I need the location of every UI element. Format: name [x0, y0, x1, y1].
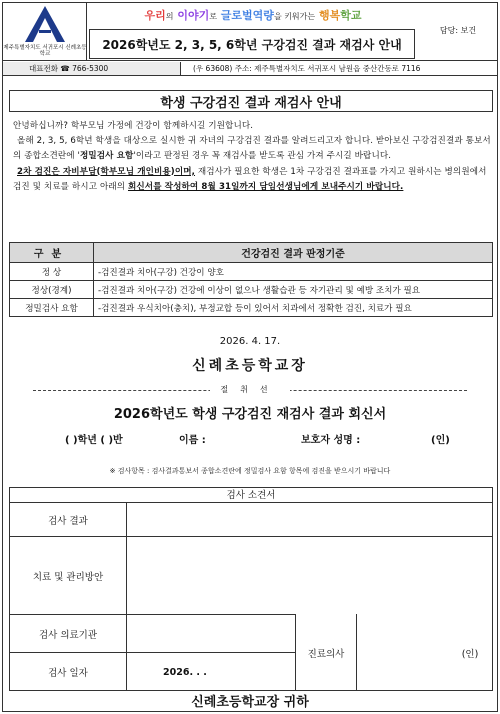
institution-field[interactable] — [127, 616, 294, 651]
criteria-cell: -검진결과 치아(구강) 건강이 양호 — [94, 263, 493, 281]
table-row — [10, 299, 493, 317]
exam-result-field[interactable] — [127, 504, 491, 535]
slogan-part: 행복 — [318, 9, 341, 22]
reply-title: 2026학년도 학생 구강검진 재검사 결과 회신서 — [113, 407, 387, 422]
notice-emphasis: 정밀검사 요함 — [79, 151, 134, 162]
notice-deadline: 회신서를 작성하여 8월 31일까지 담임선생님에게 보내주시기 바랍니다. — [127, 181, 404, 192]
guardian-name-field[interactable]: 보호자 성명 : — [301, 435, 361, 446]
contact-bar — [3, 62, 497, 76]
institution-label: 검사 의료기관 — [38, 629, 98, 641]
table-row — [10, 263, 493, 281]
exam-opinion-table — [9, 487, 493, 691]
category-cell: 정 상 — [10, 263, 94, 281]
doctor-seal: (인) — [461, 649, 479, 660]
exam-date-field[interactable]: 2026. . . — [163, 666, 207, 678]
exam-result-label: 검사 결과 — [48, 515, 88, 527]
reply-note: ※ 검사항목 : 검사결과통보서 종합소견란에 정밀검사 요함 항목에 검진을 받으시기 바랍니다 — [109, 467, 391, 475]
slogan-part: 로 — [209, 12, 217, 21]
slogan-part: 학교 — [340, 9, 362, 22]
school-slogan — [93, 7, 413, 23]
slogan-part: 을 키워가는 — [273, 12, 316, 21]
column-header-criteria: 건강검진 결과 판정기준 — [94, 243, 493, 263]
grade-class-field[interactable]: ( )학년 ( )반 — [65, 435, 123, 446]
exam-date-label: 검사 일자 — [48, 668, 88, 679]
addressee: 신례초등학교장 귀하 — [191, 695, 309, 710]
slogan-part: 이야기 — [177, 9, 210, 22]
cut-line — [33, 384, 467, 395]
notice-paragraph-purpose — [13, 134, 491, 164]
table-row — [10, 281, 493, 299]
slogan-part: 의 — [165, 12, 174, 21]
document-header — [3, 3, 497, 61]
notice-title: 학생 구강검진 결과 재검사 안내 — [9, 90, 493, 112]
slogan-part: 글로벌역량 — [220, 9, 274, 22]
column-header-category: 구분 — [10, 243, 94, 263]
guardian-seal: (인) — [431, 435, 450, 446]
document-owner-label: 담당: 보건 — [439, 26, 477, 35]
school-logo-box — [3, 3, 87, 61]
notice-emphasis: 2차 검진은 자비부담(학부모님 개인비용)이며, — [17, 166, 196, 177]
doctor-label: 진료의사 — [307, 649, 345, 660]
notice-text: 올해 2, 3, 5, 6학년 학생을 대상으로 실시한 귀 자녀의 구강검진 결과를 알려드리고자 합니다. 받아보신 구강검진결과 통보서의 종합소견란에 ' — [13, 136, 491, 162]
treatment-plan-label: 치료 및 관리방안 — [32, 571, 104, 583]
school-principal: 신례초등학교장 — [192, 358, 308, 374]
criteria-cell: -검진결과 우식치아(충치), 부정교합 등이 있어서 치과에서 정확한 검진, 치료가 필요 — [94, 299, 493, 317]
notice-body — [13, 119, 491, 195]
criteria-cell: -검진결과 치아(구강) 건강에 이상이 없으나 생활습관 등 자기관리 및 예방 조치가 필요 — [94, 281, 493, 299]
category-cell: 정상(경계) — [10, 281, 94, 299]
student-name-field[interactable]: 이름 : — [179, 435, 206, 446]
school-address: (우 63608) 주소: 제주특별자치도 서귀포시 남원읍 중산간동로 7116 — [193, 64, 421, 73]
criteria-table — [9, 242, 493, 317]
school-phone: 대표전화 ☎ 766-5300 — [3, 62, 181, 75]
treatment-plan-field[interactable] — [127, 538, 491, 613]
notice-paragraph-greeting: 안녕하십니까? 학부모님 가정에 건강이 함께하시길 기원합니다. — [13, 121, 254, 131]
notice-paragraph-request — [13, 165, 491, 195]
document-page — [2, 2, 498, 712]
slogan-part: 우리 — [144, 9, 166, 22]
school-logo-icon — [25, 6, 65, 44]
table-header-row — [10, 243, 493, 263]
logo-caption: 제주특별자치도 서귀포시 신례초등학교 — [3, 45, 87, 57]
notice-text: '이라고 판정된 경우 꼭 재검사를 받도록 관심 가져 주시길 바랍니다. — [133, 151, 392, 162]
category-cell: 정밀검사 요함 — [10, 299, 94, 317]
opinion-table-title: 검사 소견서 — [10, 488, 492, 503]
issue-date: 2026. 4. 17. — [219, 336, 281, 347]
notice-text: 재검사가 필요한 학생은 1차 구강검진 결과표를 가지고 원하시는 병의원에서 검진 및 치료를 하시고 아래의 — [13, 166, 487, 192]
document-title: 2026학년도 2, 3, 5, 6학년 구강검진 결과 재검사 안내 — [89, 29, 415, 59]
cut-line-label: 절취선 — [210, 385, 289, 394]
